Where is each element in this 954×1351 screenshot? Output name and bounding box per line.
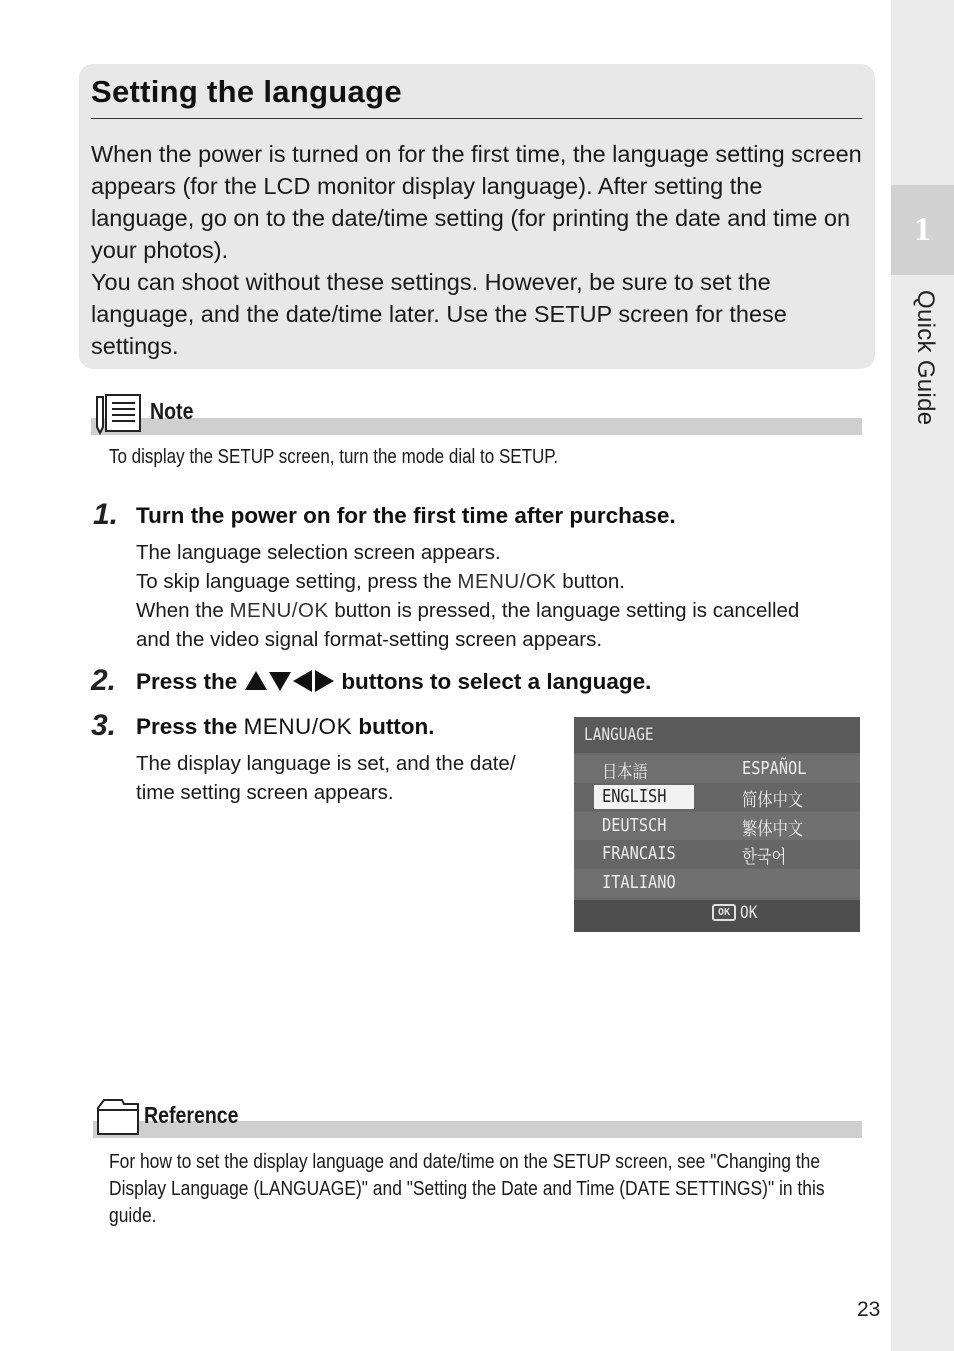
- title-rule: [91, 118, 862, 119]
- step-number: 2.: [91, 664, 117, 697]
- chapter-number: 1: [891, 185, 954, 275]
- lcd-ok-label: OK: [740, 903, 758, 923]
- lcd-row: [574, 840, 860, 868]
- lcd-title: LANGUAGE: [584, 725, 654, 745]
- page-title: Setting the language: [91, 74, 402, 109]
- step-title: [136, 669, 651, 695]
- step-number: 1.: [93, 498, 119, 531]
- ok-button-icon: OK: [712, 904, 736, 921]
- language-option: FRANCAIS: [602, 843, 676, 864]
- step-line: and the video signal format-setting screen appears.: [136, 628, 603, 651]
- step-title: Turn the power on for the first time after purchase.: [136, 503, 676, 528]
- intro-paragraph: You can shoot without these settings. However, be sure to set the language, and the date/time later. Use the SETUP screen for these settings.: [91, 269, 787, 359]
- step-text: button is pressed, the language setting is cancelled: [328, 599, 800, 622]
- step-text: button.: [352, 714, 435, 739]
- step-text: button.: [556, 570, 625, 593]
- language-option: ITALIANO: [602, 872, 676, 893]
- lcd-row: [574, 812, 860, 840]
- step-text: When the: [136, 599, 230, 622]
- menu-ok-key: MENU/OK: [243, 714, 353, 739]
- reference-label: Reference: [144, 1102, 239, 1128]
- note-icon: [94, 393, 144, 435]
- note-label: Note: [150, 398, 194, 424]
- step-line: The display language is set, and the date/: [136, 752, 516, 775]
- language-screen-image: [574, 717, 860, 932]
- reference-text: For how to set the display language and date/time on the SETUP screen, see "Changing the Display Language (LANGUAGE)" and "Setting the Date and Time (DATE SETTINGS)" in this guide.: [109, 1150, 825, 1227]
- intro-text: [91, 138, 866, 362]
- reference-folder-icon: [94, 1096, 144, 1138]
- note-text: To display the SETUP screen, turn the mode dial to SETUP.: [109, 446, 559, 468]
- menu-ok-key: MENU/OK: [229, 599, 329, 622]
- language-option: 日本語: [602, 762, 648, 783]
- step-body: [136, 538, 876, 654]
- menu-ok-key: MENU/OK: [457, 570, 557, 593]
- chapter-label: Quick Guide: [912, 290, 939, 426]
- language-option: ESPAÑOL: [742, 758, 807, 779]
- language-option: 한국어: [742, 847, 787, 868]
- step-line: [136, 567, 876, 596]
- step-text: To skip language setting, press the: [136, 570, 458, 593]
- step-title: [136, 714, 435, 740]
- step-body: [136, 749, 566, 807]
- language-option-selected: ENGLISH: [602, 786, 667, 807]
- step-line: The language selection screen appears.: [136, 541, 501, 564]
- lcd-row: [574, 755, 860, 783]
- intro-paragraph: When the power is turned on for the first time, the language setting screen appears (for the LCD monitor display language). After setting the language, go on to the date/time setting (for printing the date and time on your photos).: [91, 141, 862, 263]
- lcd-row: [574, 869, 860, 897]
- step-text: Press the: [136, 669, 238, 694]
- direction-arrows-icon: [245, 670, 335, 692]
- step-line: [136, 596, 876, 625]
- note-header-bar: [91, 418, 862, 435]
- step-text: buttons to select a language.: [341, 669, 652, 694]
- lcd-row: [574, 783, 860, 811]
- language-option: 繁体中文: [742, 819, 804, 840]
- page-number: 23: [857, 1298, 881, 1321]
- step-line: time setting screen appears.: [136, 781, 394, 804]
- language-option: DEUTSCH: [602, 815, 667, 836]
- step-number: 3.: [91, 709, 117, 742]
- language-option: 简体中文: [742, 790, 804, 811]
- step-text: Press the: [136, 714, 244, 739]
